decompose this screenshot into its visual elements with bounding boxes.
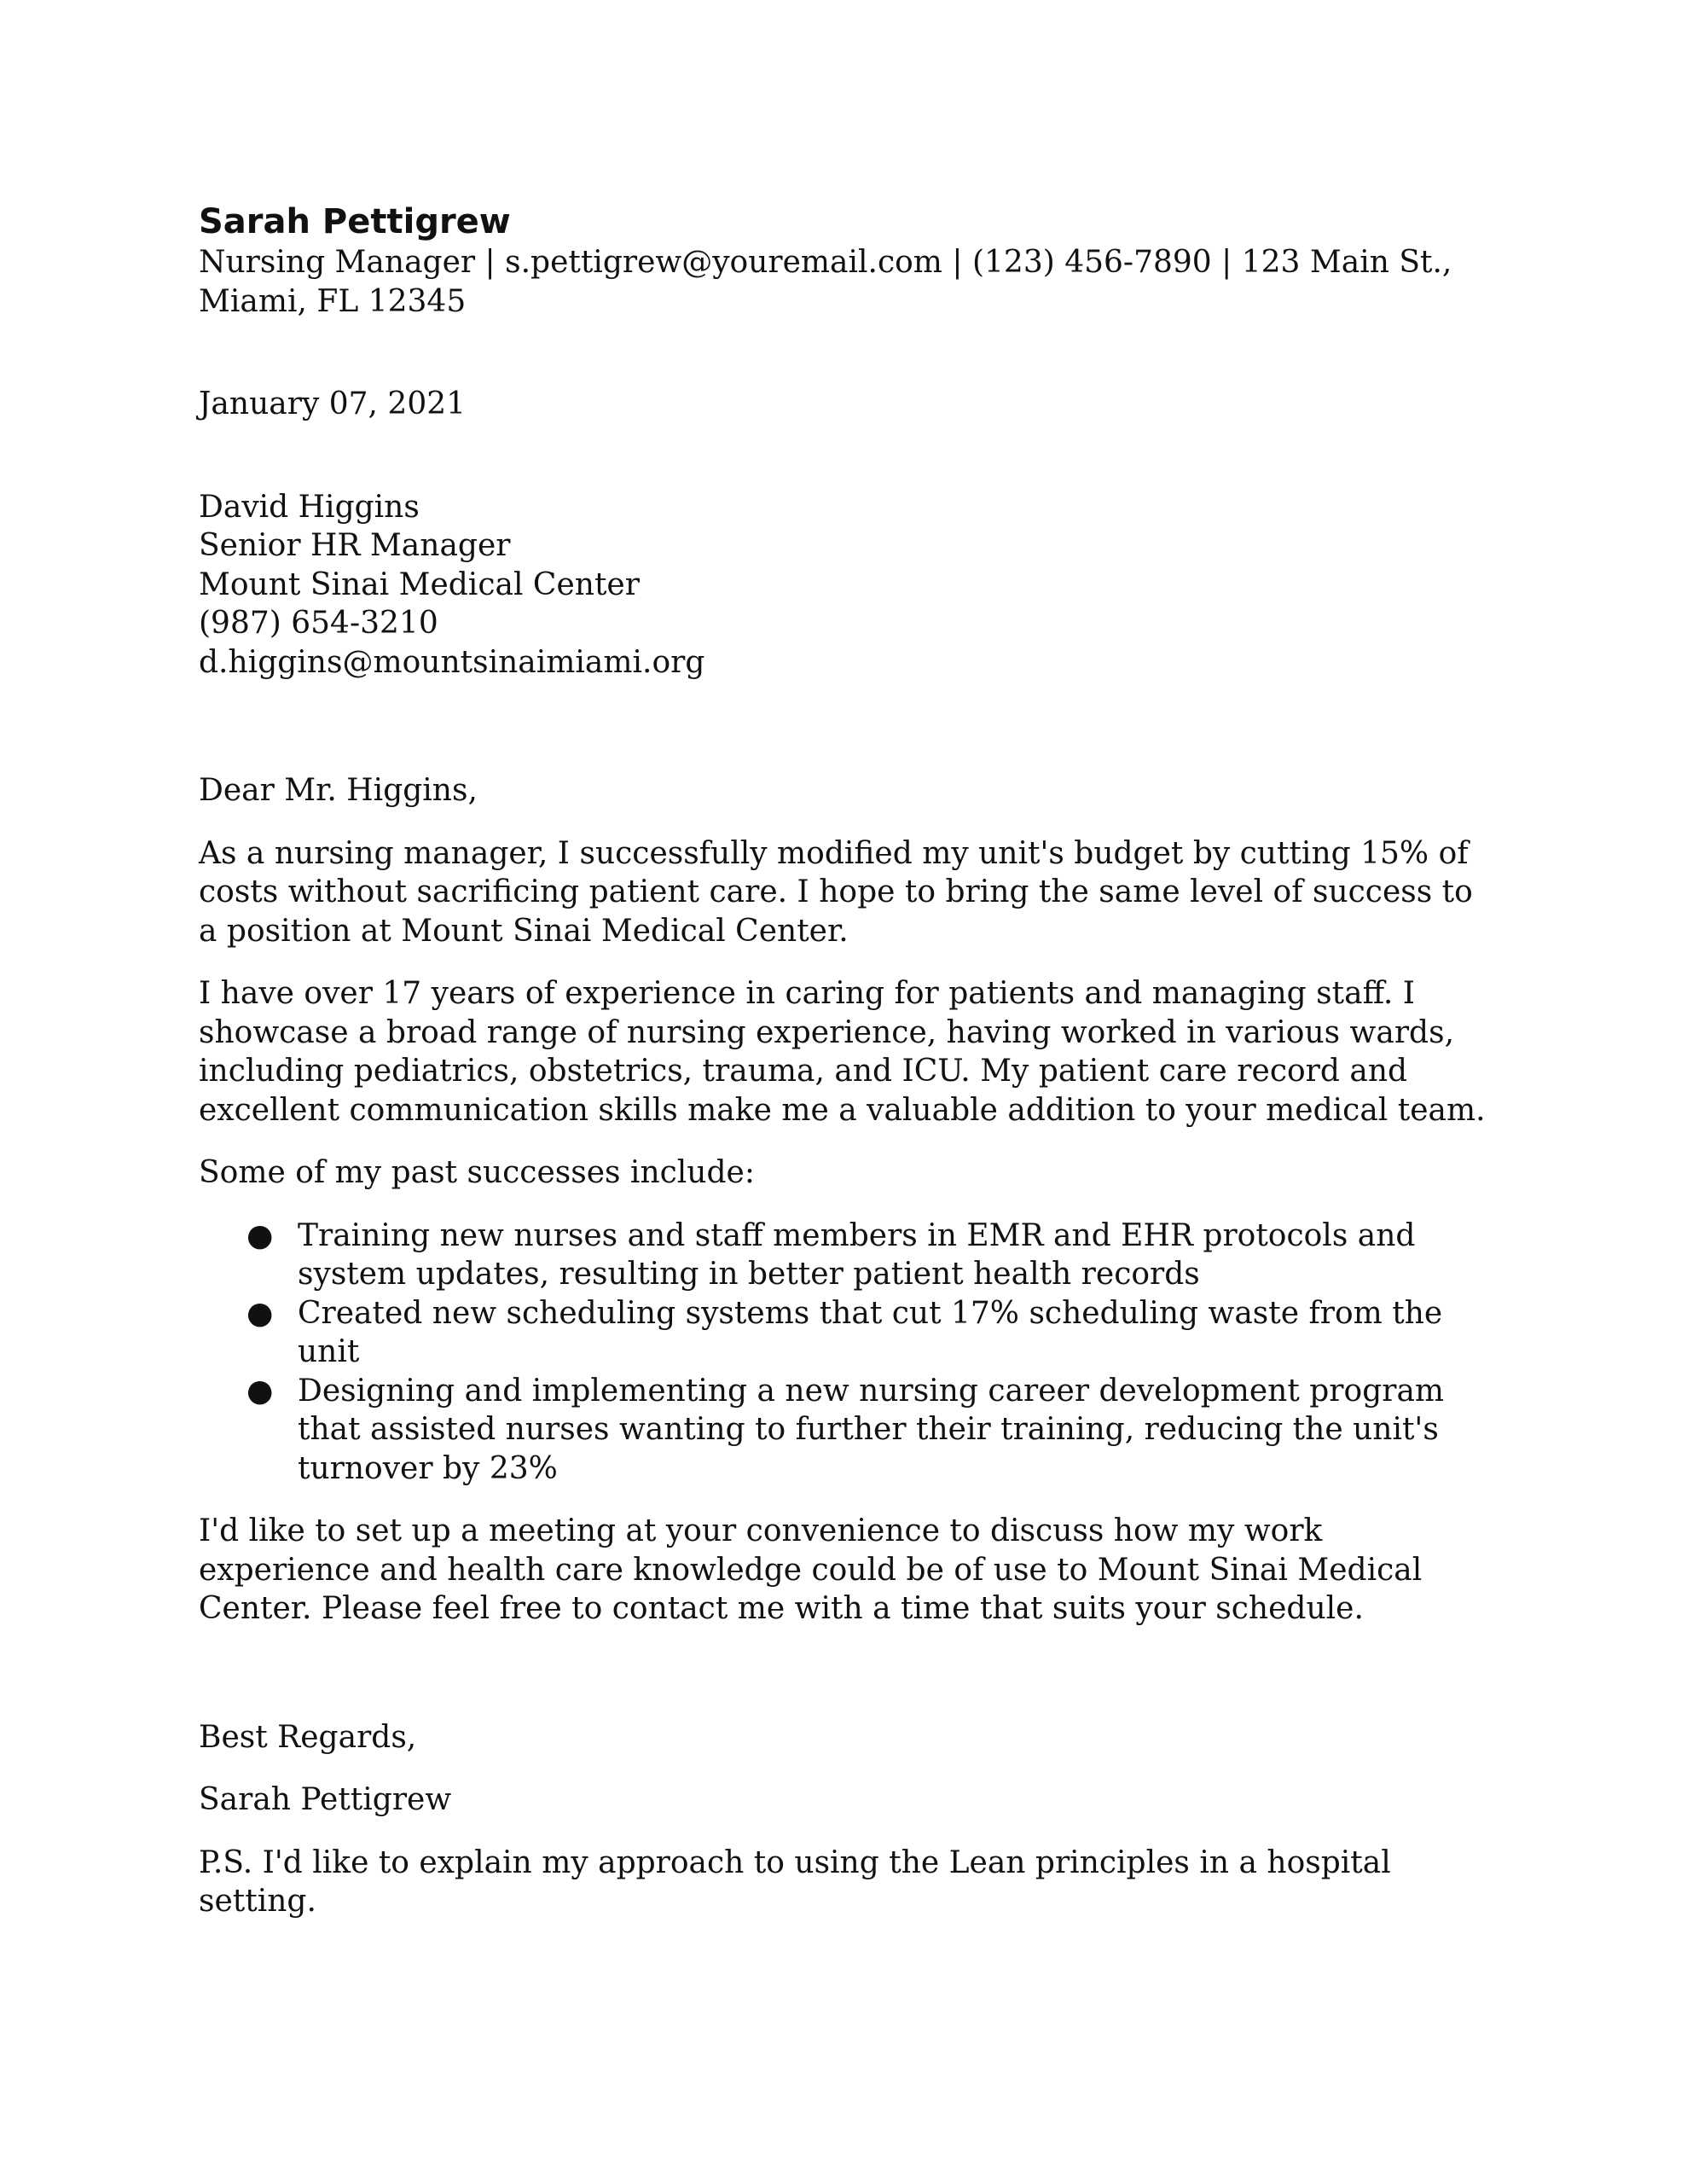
body-paragraph-intro: As a nursing manager, I successfully modified my unit's budget by cutting 15% of costs without sacrificing patient care. I hope to bring the same level of success to a position at Mount Sinai Medical Center. [199,835,1473,949]
recipient-email: d.higgins@mountsinaimiami.org [199,644,705,680]
list-item [246,1217,1495,1294]
recipient-block [199,488,1495,682]
cover-letter [199,200,1495,1921]
bullet-icon: ● [246,1373,274,1409]
closing-phrase: Best Regards, [199,1719,417,1755]
bullet-icon: ● [246,1295,274,1331]
postscript: P.S. I'd like to explain my approach to using the Lean principles in a hospital setting. [199,1844,1391,1919]
recipient-name: David Higgins [199,489,420,525]
letter-date: January 07, 2021 [199,386,467,421]
sender-name: Sarah Pettigrew [199,202,511,241]
list-item [246,1372,1495,1489]
successes-list [199,1217,1495,1489]
list-item-text: Created new scheduling systems that cut 17% scheduling waste from the unit [298,1295,1443,1369]
body-paragraph-closing: I'd like to set up a meeting at your convenience to discuss how my work experience and health care knowledge could be of use to Mount Sinai Medical Center. Please feel free to contact me with a time that suits your schedule. [199,1513,1423,1626]
recipient-title: Senior HR Manager [199,528,511,563]
body-paragraph-successes-lead: Some of my past successes include: [199,1155,755,1190]
body-paragraph-experience: I have over 17 years of experience in caring for patients and managing staff. I showcase a broad range of nursing experience, having worked in various wards, including pediatrics, obstetrics, trauma, and ICU. My patient care record and excellent communication skills make me a valuable addition to your medical team. [199,976,1486,1128]
salutation: Dear Mr. Higgins, [199,773,478,808]
bullet-icon: ● [246,1217,274,1253]
signature-name: Sarah Pettigrew [199,1782,452,1817]
list-item [246,1294,1495,1372]
recipient-phone: (987) 654-3210 [199,606,438,641]
sender-contact-line: Nursing Manager | s.pettigrew@youremail.com | (123) 456-7890 | 123 Main St., Miami, FL 12345 [199,245,1452,319]
list-item-text: Training new nurses and staff members in EMR and EHR protocols and system updates, resulting in better patient health records [298,1217,1416,1292]
recipient-organization: Mount Sinai Medical Center [199,566,640,602]
list-item-text: Designing and implementing a new nursing career development program that assisted nurses wanting to further their training, reducing the unit's turnover by 23% [298,1373,1445,1486]
